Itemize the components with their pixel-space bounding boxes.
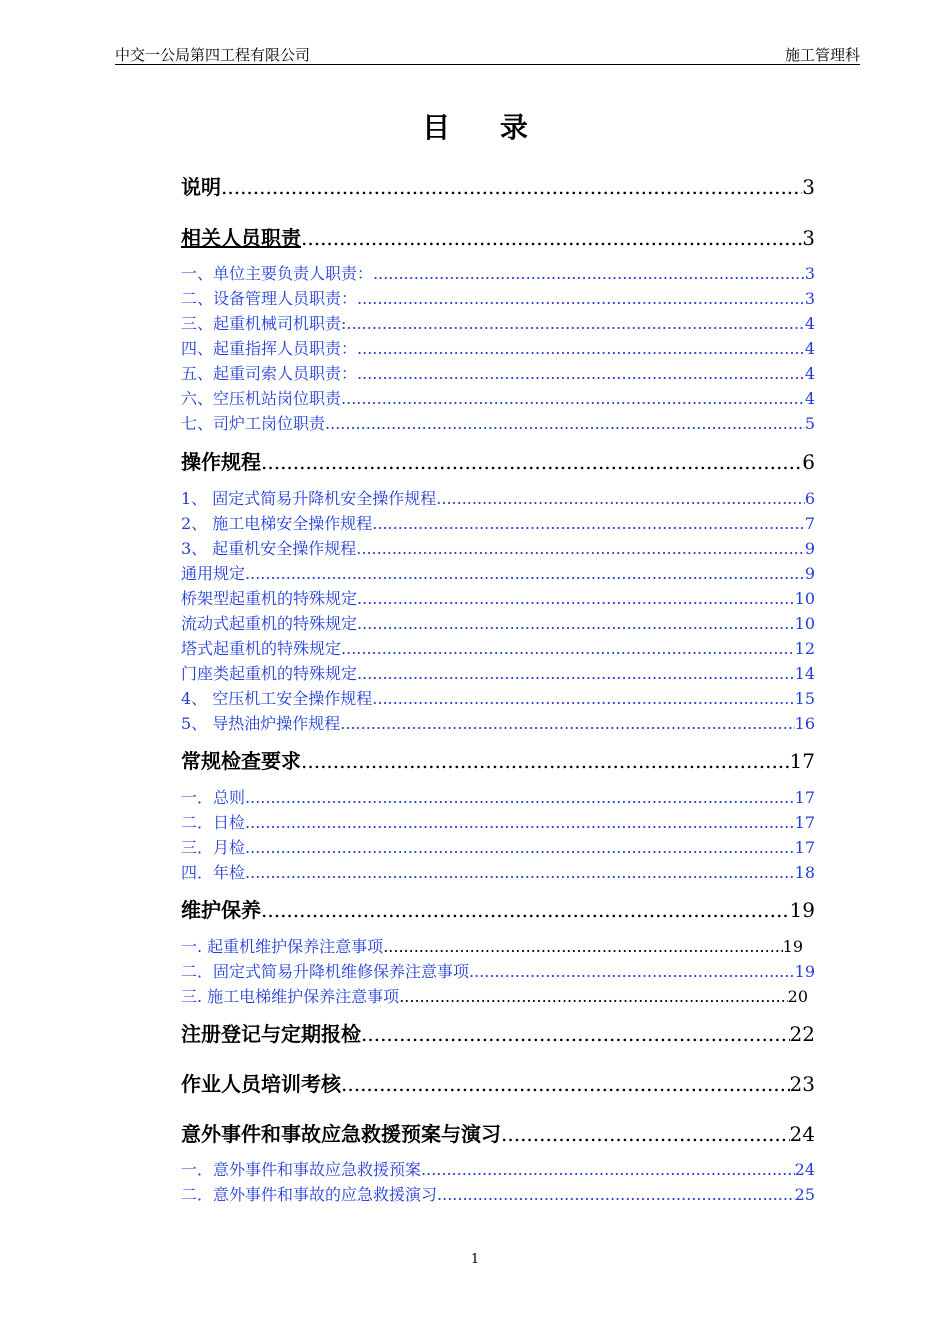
toc-entry-sub[interactable]: 三. 施工电梯维护保养注意事项 ..... 20 bbox=[181, 984, 808, 1007]
toc-entry-sub[interactable]: 5、 导热油炉操作规程 ..... 16 bbox=[181, 711, 815, 734]
toc-entry-heading[interactable]: 操作规程 ..... 6 bbox=[181, 446, 815, 475]
toc-entry-sub[interactable]: 二．固定式简易升降机维修保养注意事项 ..... 19 bbox=[181, 959, 815, 982]
toc-entry-sub[interactable]: 四．年检 ..... 18 bbox=[181, 860, 815, 883]
toc-entry-sub[interactable]: 一．意外事件和事故应急救援预案 ..... 24 bbox=[181, 1157, 815, 1180]
table-of-contents bbox=[181, 0, 815, 1344]
toc-entry-heading[interactable]: 维护保养 ..... 19 bbox=[181, 894, 815, 923]
toc-entry-sub[interactable]: 三．月检 ..... 17 bbox=[181, 835, 815, 858]
toc-entry-sub[interactable]: 六、空压机站岗位职责 ..... 4 bbox=[181, 386, 815, 409]
toc-entry-sub[interactable]: 3、 起重机安全操作规程 ..... 9 bbox=[181, 536, 815, 559]
toc-entry-sub[interactable]: 桥架型起重机的特殊规定 ..... 10 bbox=[181, 586, 815, 609]
document-title: 目 录 bbox=[422, 111, 548, 144]
header-department: 施工管理科 bbox=[784, 46, 860, 64]
toc-entry-sub[interactable]: 通用规定 ..... 9 bbox=[181, 561, 815, 584]
toc-entry-sub[interactable]: 1、 固定式简易升降机安全操作规程 ..... 6 bbox=[181, 486, 815, 509]
toc-entry-sub[interactable]: 二．日检 ..... 17 bbox=[181, 810, 815, 833]
toc-entry-sub[interactable]: 一、单位主要负责人职责： ..... 3 bbox=[181, 261, 815, 284]
toc-entry-sub[interactable]: 二．意外事件和事故的应急救援演习 ..... 25 bbox=[181, 1182, 815, 1205]
toc-entry-sub[interactable]: 一．总则 ..... 17 bbox=[181, 785, 815, 808]
toc-entry-sub[interactable]: 四、起重指挥人员职责： ..... 4 bbox=[181, 336, 815, 359]
toc-entry-heading[interactable]: 作业人员培训考核 ..... 23 bbox=[181, 1068, 815, 1097]
toc-entry-sub[interactable]: 流动式起重机的特殊规定 ..... 10 bbox=[181, 611, 815, 634]
toc-entry-heading[interactable]: 常规检查要求 ..... 17 bbox=[181, 745, 815, 774]
toc-entry-sub[interactable]: 二、设备管理人员职责： ..... 3 bbox=[181, 286, 815, 309]
page-number: 1 bbox=[470, 1252, 480, 1267]
toc-entry-sub[interactable]: 4、 空压机工安全操作规程 ..... 15 bbox=[181, 686, 815, 709]
toc-entry-sub[interactable]: 门座类起重机的特殊规定 ..... 14 bbox=[181, 661, 815, 684]
toc-entry-sub[interactable]: 2、 施工电梯安全操作规程 ..... 7 bbox=[181, 511, 815, 534]
toc-entry-heading[interactable]: 注册登记与定期报检 ..... 22 bbox=[181, 1018, 815, 1047]
toc-entry-sub[interactable]: 五、起重司索人员职责： ..... 4 bbox=[181, 361, 815, 384]
toc-entry-heading[interactable]: 意外事件和事故应急救援预案与演习 ..... 24 bbox=[181, 1118, 815, 1147]
toc-entry-heading[interactable]: 相关人员职责 ..... 3 bbox=[181, 222, 815, 251]
header-company: 中交一公局第四工程有限公司 bbox=[115, 46, 311, 64]
toc-entry-sub[interactable]: 一. 起重机维护保养注意事项 ..... 19 bbox=[181, 934, 803, 957]
toc-entry-sub[interactable]: 塔式起重机的特殊规定 ..... 12 bbox=[181, 636, 815, 659]
toc-entry-heading[interactable]: 说明 ..... 3 bbox=[181, 171, 815, 200]
toc-entry-sub[interactable]: 七、司炉工岗位职责 ..... 5 bbox=[181, 411, 815, 434]
toc-entry-sub[interactable]: 三、起重机械司机职责: ..... 4 bbox=[181, 311, 815, 334]
